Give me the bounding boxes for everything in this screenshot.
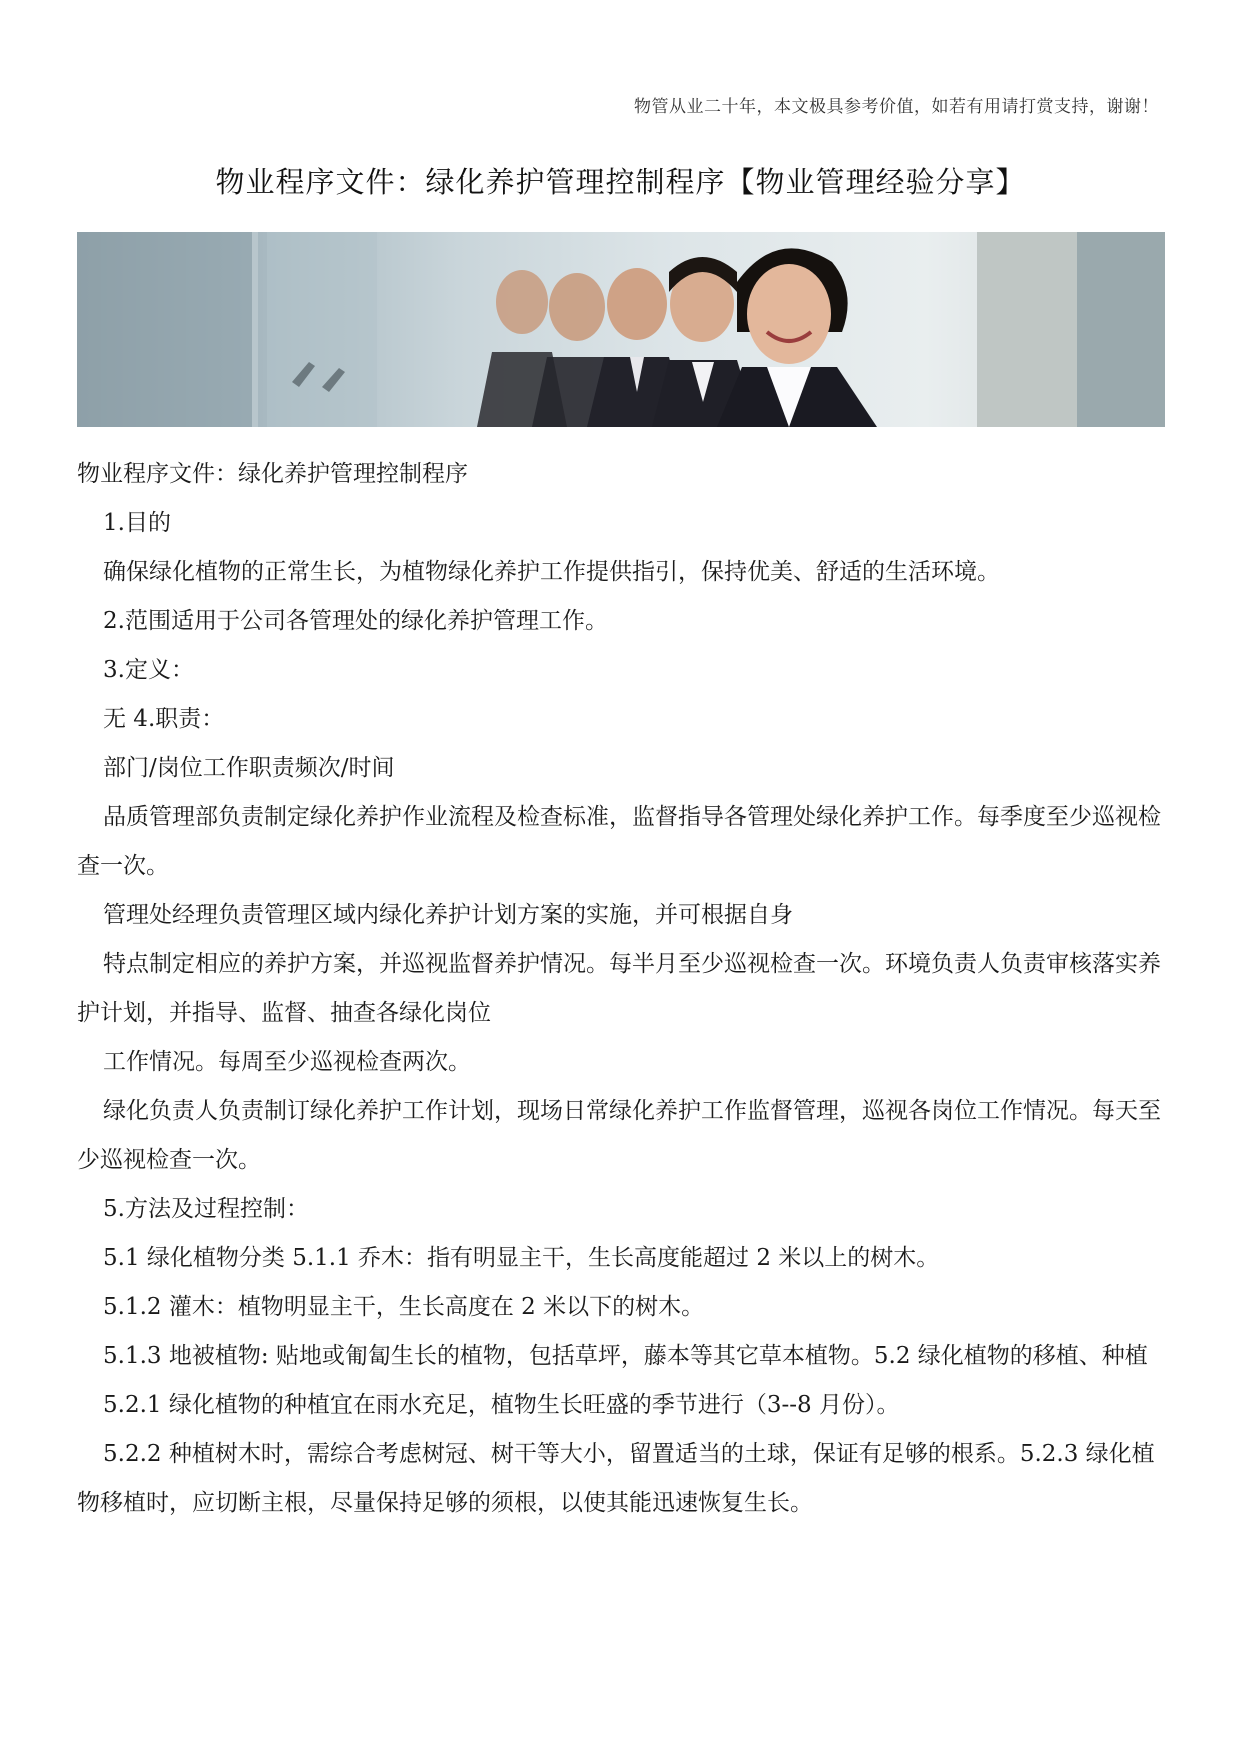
paragraph: 5.1 绿化植物分类 5.1.1 乔木：指有明显主干，生长高度能超过 2 米以上的树木。 [103,1245,940,1271]
paragraph: 部门/岗位工作职责频次/时间 [103,755,395,781]
banner-photo-illustration [77,232,1165,427]
header-note: 物管从业二十年，本文极具参考价值，如若有用请打赏支持，谢谢！ [634,97,1159,117]
page-title: 物业程序文件：绿化养护管理控制程序【物业管理经验分享】 [215,165,1026,199]
paragraph: 5.1.2 灌木：植物明显主干，生长高度在 2 米以下的树木。 [103,1294,705,1320]
paragraph: 工作情况。每周至少巡视检查两次。 [103,1049,471,1075]
paragraph: 绿化负责人负责制订绿化养护工作计划，现场日常绿化养护工作监督管理，巡视各岗位工作情况。每天至少巡视检查一次。 [77,1098,1161,1173]
section-definition: 3.定义： [103,657,194,683]
section-purpose: 1.目的 [103,510,171,536]
paragraph: 5.2.1 绿化植物的种植宜在雨水充足，植物生长旺盛的季节进行（3--8 月份）。 [103,1392,900,1418]
paragraph: 确保绿化植物的正常生长，为植物绿化养护工作提供指引，保持优美、舒适的生活环境。 [103,559,1000,585]
banner-image [77,232,1165,427]
paragraph: 管理处经理负责管理区域内绿化养护计划方案的实施，并可根据自身 [103,902,793,928]
paragraph: 5.2.2 种植树木时，需综合考虑树冠、树干等大小，留置适当的土球，保证有足够的根系。5.2.3 绿化植物移植时，应切断主根，尽量保持足够的须根，以使其能迅速恢复生长。 [77,1441,1155,1516]
doc-subtitle: 物业程序文件：绿化养护管理控制程序 [77,461,468,487]
section-scope: 2.范围适用于公司各管理处的绿化养护管理工作。 [103,608,608,634]
paragraph: 特点制定相应的养护方案，并巡视监督养护情况。每半月至少巡视检查一次。环境负责人负责审核落实养护计划，并指导、监督、抽查各绿化岗位 [77,951,1161,1026]
paragraph: 5.1.3 地被植物: 贴地或匍匐生长的植物，包括草坪，藤本等其它草本植物。5.2 绿化植物的移植、种植 [103,1343,1148,1369]
document-body [77,450,1167,1528]
section-duties: 无 4.职责： [103,706,225,732]
paragraph: 品质管理部负责制定绿化养护作业流程及检查标准，监督指导各管理处绿化养护工作。每季度至少巡视检查一次。 [77,804,1161,879]
section-methods: 5.方法及过程控制： [103,1196,309,1222]
